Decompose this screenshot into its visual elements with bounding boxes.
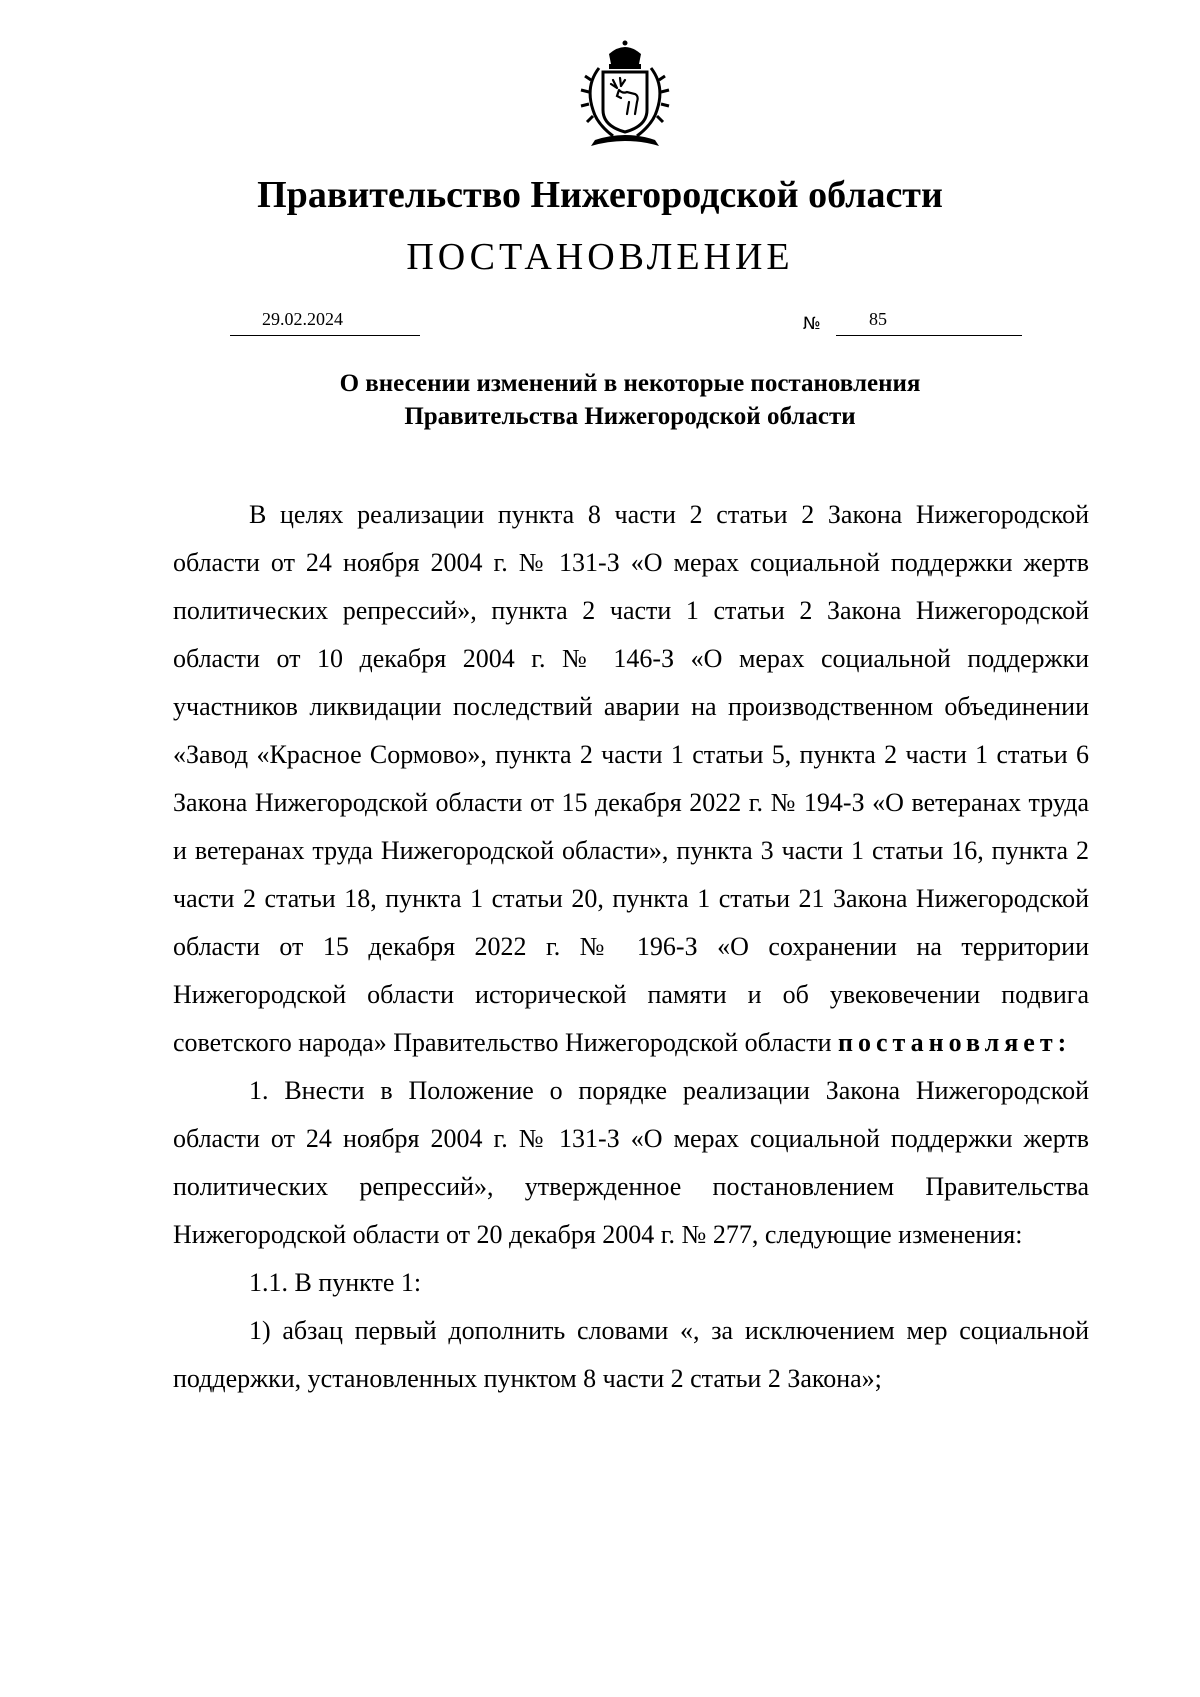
number-sign: № <box>803 314 821 334</box>
number-field <box>836 309 1022 336</box>
preamble-paragraph <box>173 491 1089 1067</box>
document-type: ПОСТАНОВЛЕНИЕ <box>406 236 794 278</box>
item-1: 1. Внести в Положение о порядке реализации Закона Нижегородской области от 24 ноября 2004 г. № 131-З «О мерах социальной поддержки жертв политических репрессий», утвержденное постановлением Правительства Нижегородской области от 20 декабря 2004 г. № 277, следующие изменения: <box>173 1076 1089 1249</box>
subject-line-1: О внесении изменений в некоторые постановления <box>339 370 921 397</box>
resolves-word: постановляет: <box>838 1028 1072 1057</box>
subject-heading <box>0 367 1200 433</box>
government-title: Правительство Нижегородской области <box>257 174 943 216</box>
date-value: 29.02.2024 <box>262 309 343 329</box>
document-body <box>173 491 1089 1403</box>
date-field <box>230 309 420 336</box>
coat-of-arms-icon <box>573 40 677 150</box>
preamble-text: В целях реализации пункта 8 части 2 статьи 2 Закона Нижегородской области от 24 ноября 2004 г. № 131-З «О мерах социальной поддержки жертв политических репрессий», пункта 2 части 1 статьи 2 Закона Нижегородской области от 10 декабря 2004 г. № 146-З «О мерах социальной поддержки участников ликвидации последствий аварии на производственном объединении «Завод «Красное Сормово», пункта 2 части 1 статьи 5, пункта 2 части 1 статьи 6 Закона Нижегородской области от 15 декабря 2022 г. № 194-З «О ветеранах труда и ветеранах труда Нижегородской области», пункта 3 части 1 статьи 16, пункта 2 части 2 статьи 18, пункта 1 статьи 20, пункта 1 статьи 21 Закона Нижегородской области от 15 декабря 2022 г. № 196-З «О сохранении на территории Нижегородской области исторической памяти и об увековечении подвига советского народа» Правительство Нижегородской области <box>173 500 1089 1057</box>
item-1-1: 1.1. В пункте 1: <box>249 1268 422 1297</box>
number-value: 85 <box>869 309 887 329</box>
item-1-1-1: 1) абзац первый дополнить словами «, за исключением мер социальной поддержки, установленных пунктом 8 части 2 статьи 2 Закона»; <box>173 1316 1089 1393</box>
subject-line-2: Правительства Нижегородской области <box>404 403 856 430</box>
